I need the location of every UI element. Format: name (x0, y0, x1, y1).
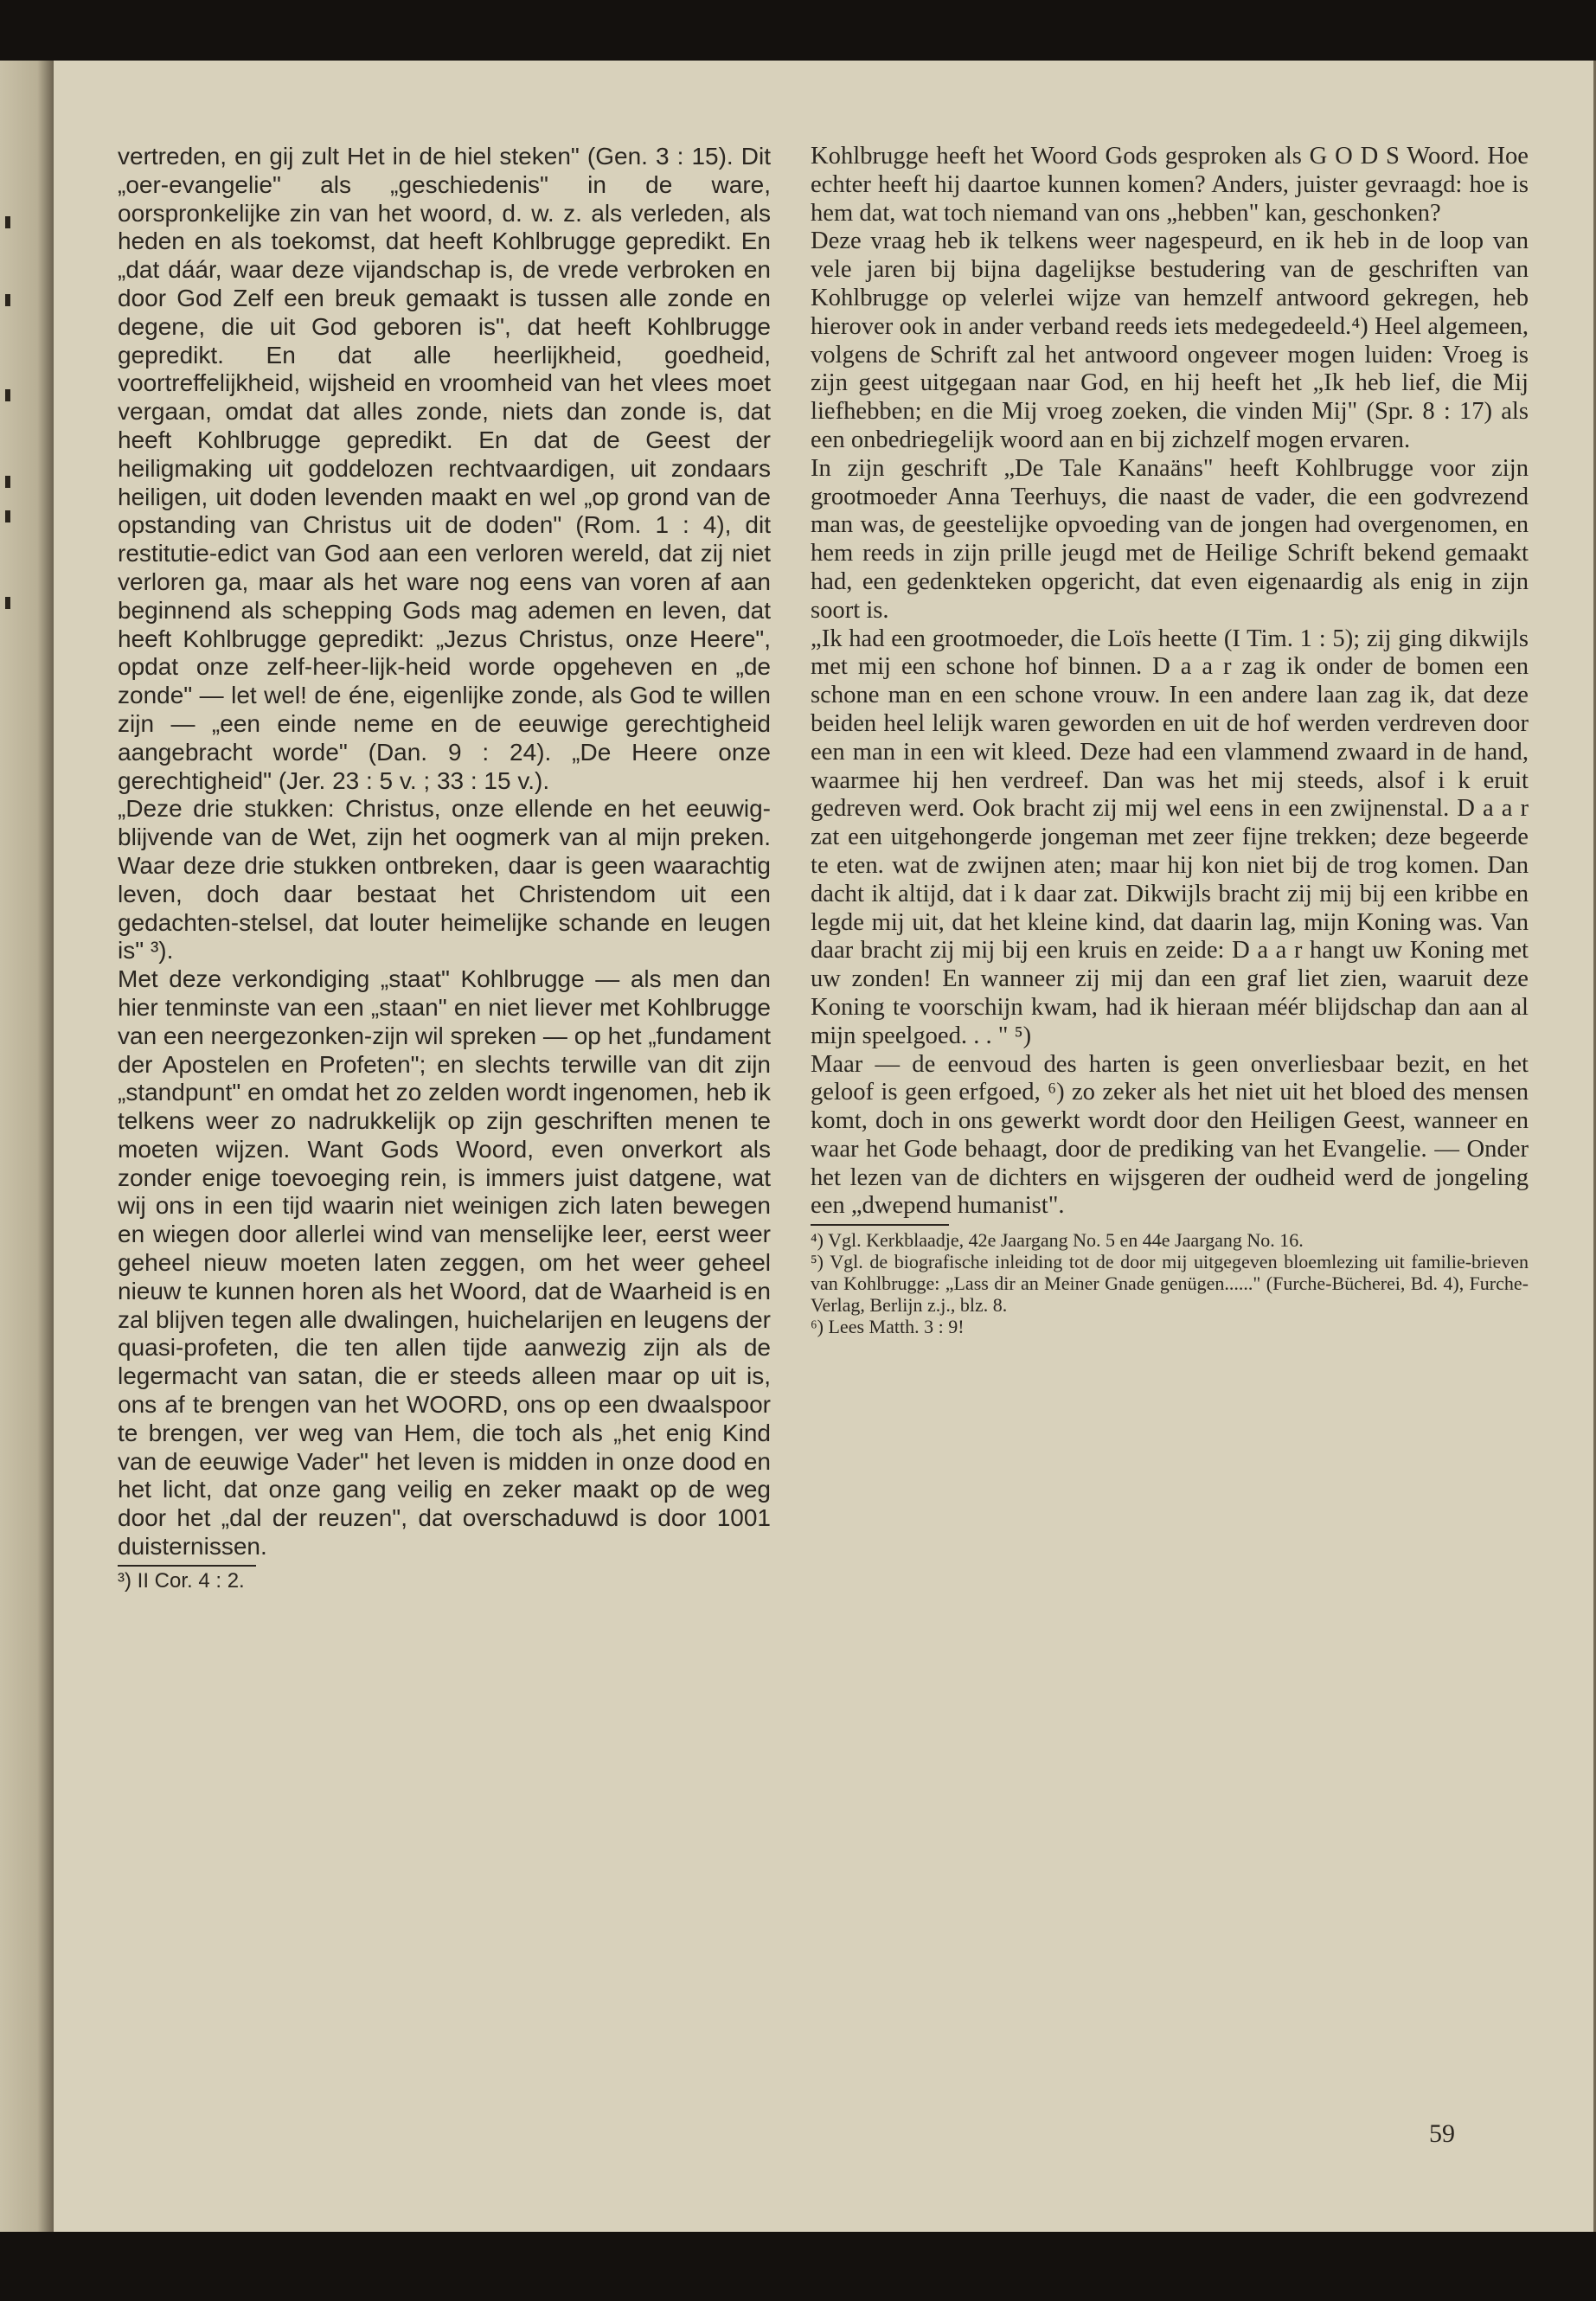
footnote: ³) II Cor. 4 : 2. (118, 1568, 245, 1593)
paragraph: „Deze drie stukken: Christus, onze ellende en het eeuwig-blijvende van de Wet, zijn het oogmerk van al mijn preken. Waar deze drie stukken ontbreken, daar is geen waarachtig leven, doch daar bestaat het Christendom uit een gedachten-stelsel, dat louter heimelijke schande en leugen is" ³). (118, 795, 771, 965)
paragraph: In zijn geschrift „De Tale Kanaäns" heeft Kohlbrugge voor zijn grootmoeder Anna Teerhuys, die naast de vader, die een godvrezend man was, de geestelijke opvoeding van de jongen had overgenomen, en hem reeds in zijn prille jeugd met de Heilige Schrift bekend gemaakt had, een gedenkteken opgericht, dat even eigenaardig als enig in zijn soort is. (811, 454, 1529, 624)
paragraph: Maar — de eenvoud des harten is geen onverliesbaar bezit, en het geloof is geen erfgoed, ⁶) zo zeker als het niet uit het bloed des mensen komt, doch in ons gewerkt wordt door den Heiligen Geest, wanneer en waar het Gode behaagt, door de prediking van het Evangelie. — Onder het lezen van de dichters en wijsgeren der oudheid werd de jongeling een „dwepend humanist". (811, 1050, 1529, 1220)
paragraph: Deze vraag heb ik telkens weer nagespeurd, en ik heb in de loop van vele jaren bij bijna dagelijkse bestudering van de geschriften van Kohlbrugge op velerlei wijze van hemzelf antwoord gekregen, heb hierover ook in ander verband reeds iets medegedeeld.⁴) Heel algemeen, volgens de Schrift zal het antwoord ongeveer mogen luiden: Vroeg is zijn geest uitgegaan naar God, en hij heeft het „Ik heb lief, die Mij liefhebben; en die Mij vroeg zoeken, die vinden Mij" (Spr. 8 : 17) als een onbedriegelijk woord aan en bij zichzelf mogen ervaren. (811, 228, 1529, 453)
edge-mark (5, 476, 10, 488)
edge-mark (5, 294, 10, 306)
paragraph: Kohlbrugge heeft het Woord Gods gesproken als G O D S Woord. Hoe echter heeft hij daartoe kunnen komen? Anders, juister gevraagd: hoe is hem dat, wat toch niemand van ons „hebben" kan, geschonken? (811, 143, 1529, 227)
footnote-separator (118, 1565, 256, 1567)
page-number: 59 (1429, 2119, 1455, 2148)
right-column (811, 143, 1529, 1337)
previous-page-edge (0, 61, 54, 2232)
footnote-separator (811, 1224, 949, 1226)
edge-mark (5, 216, 10, 228)
paragraph: Met deze verkondiging „staat" Kohlbrugge — als men dan hier tenminste van een „staan" en niet liever met Kohlbrugge van een neergezonken-zijn wil spreken — op het „fundament der Apostelen en Profeten"; en slechts terwille van dit zijn „standpunt" en omdat het zo zelden wordt ingenomen, heb ik telkens weer zo nadrukkelijk op zijn geschriften menen te moeten wijzen. Want Gods Woord, even onverkort als zonder enige toevoeging rein, is immers juist datgene, wat wij ons in een tijd waarin niet weinigen zich laten bewegen en wiegen door allerlei wind van menselijke leer, eerst weer geheel nieuw moeten laten zeggen, om het weer geheel nieuw te kunnen horen als het Woord, dat de Waarheid is en zal blijven tegen alle dwalingen, huichelarijen en leugens der quasi-profeten, die ten allen tijde aanwezig zijn als de legermacht van satan, die er steeds alleen maar op uit is, ons af te brengen van het WOORD, ons op een dwaalspoor te brengen, ver weg van Hem, die toch als „het enig Kind van de eeuwige Vader" het leven is midden in onze dood en het licht, dat onze gang veilig en zeker maakt op de weg door het „dal der reuzen", dat overschaduwd is door 1001 duisternissen. (118, 965, 771, 1561)
footnote: ⁶) Lees Matth. 3 : 9! (811, 1316, 965, 1338)
edge-mark (5, 597, 10, 609)
left-column (118, 143, 771, 1592)
edge-mark (5, 389, 10, 401)
footnote: ⁴) Vgl. Kerkblaadje, 42e Jaargang No. 5 en 44e Jaargang No. 16. (811, 1229, 1304, 1252)
paragraph: vertreden, en gij zult Het in de hiel steken" (Gen. 3 : 15). Dit „oer-evangelie" als „geschiedenis" in de ware, oorspronkelijke zin van het woord, d. w. z. als verleden, als heden en als toekomst, dat heeft Kohlbrugge gepredikt. En „dat dáár, waar deze vijandschap is, de vrede verbroken en door God Zelf een breuk gemaakt is tussen alle zonde en degene, die uit God geboren is", dat heeft Kohlbrugge gepredikt. En dat alle heerlijkheid, goedheid, voortreffelijkheid, wijsheid en vroomheid van het vlees moet vergaan, omdat dat alles zonde, niets dan zonde is, dat heeft Kohlbrugge gepredikt. En dat de Geest der heiligmaking uit goddelozen rechtvaardigen, uit zondaars heiligen, uit doden levenden maakt en wel „op grond van de opstanding van Christus uit de doden" (Rom. 1 : 4), dit restitutie-edict van God aan een verloren wereld, dat zij niet verloren ga, maar als het ware nog eens van voren af aan beginnend als schepping Gods mag ademen en leven, dat heeft Kohlbrugge gepredikt: „Jezus Christus, onze Heere", opdat onze zelf-heer-lijk-heid worde opgeheven en „de zonde" — let wel! de éne, eigenlijke zonde, als God te willen zijn — „een einde neme en de eeuwige gerechtigheid aangebracht worde" (Dan. 9 : 24). „De Heere onze gerechtigheid" (Jer. 23 : 5 v. ; 33 : 15 v.). (118, 143, 771, 794)
edge-mark (5, 510, 10, 522)
paragraph: „Ik had een grootmoeder, die Loïs heette (I Tim. 1 : 5); zij ging dikwijls met mij een schone hof binnen. D a a r zag ik onder de bomen een schone man en een schone vrouw. In een andere laan zag ik, dat deze beiden heel lelijk waren geworden en uit de hof werden verdreven door een man in een wit kleed. Deze had een vlammend zwaard in de hand, waarmee hij hen verdreef. Dan was het mij steeds, alsof i k eruit gedreven werd. Ook bracht zij mij wel eens in een zwijnenstal. D a a r zat een uitgehongerde jongeman met zeer fijne trekken; deze begeerde te eten. wat de zwijnen aten; maar hij kon niet bij de trog komen. Dan dacht ik altijd, dat i k daar zat. Dikwijls bracht zij mij bij een kribbe en legde mij uit, dat het kleine kind, dat daarin lag, mijn Koning was. Van daar bracht zij mij bij een kruis en zeide: D a a r hangt uw Koning met uw zonden! En wanneer zij mij dan een graf liet zien, waaruit deze Koning te voorschijn kwam, had ik hieraan méér blijdschap dan aan al mijn speelgoed. . . " ⁵) (811, 625, 1529, 1049)
book-page (54, 61, 1593, 2232)
footnote: ⁵) Vgl. de biografische inleiding tot de door mij uitgegeven bloemlezing uit familie-brieven van Kohlbrugge: „Lass dir an Meiner Gnade genügen......" (Furche-Bücherei, Bd. 4), Furche-Verlag, Berlijn z.j., blz. 8. (811, 1251, 1529, 1317)
